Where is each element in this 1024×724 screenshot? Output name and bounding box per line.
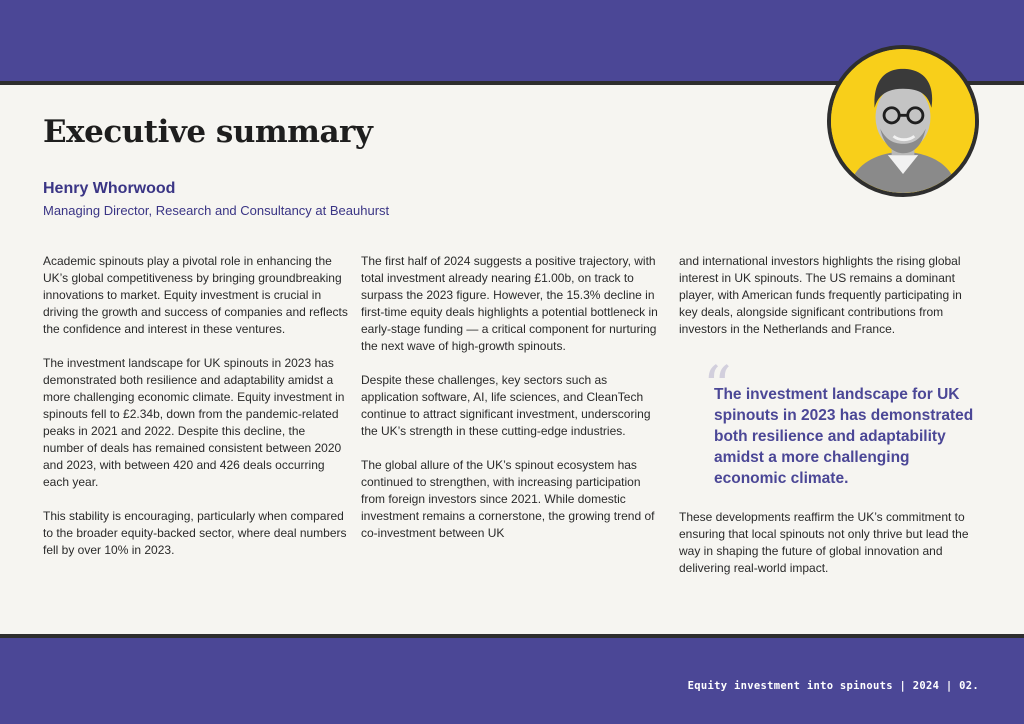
paragraph: Despite these challenges, key sectors such as application software, AI, life sciences, and CleanTech continue to attract significant investment, underscoring the UK’s strength in these cutting-edge industries. <box>361 373 651 438</box>
text-column-1 <box>43 253 349 576</box>
author-portrait <box>827 45 979 197</box>
text-column-2 <box>361 253 667 559</box>
footer-page-label: Equity investment into spinouts | 2024 | 02. <box>687 680 979 692</box>
paragraph: The global allure of the UK’s spinout ecosystem has continued to strengthen, with increasing participation from foreign investors since 2021. While domestic investment remains a cornerstone, the growing trend of co-investment between UK <box>361 458 655 540</box>
author-role: Managing Director, Research and Consultancy at Beauhurst <box>43 203 390 218</box>
paragraph: The investment landscape for UK spinouts in 2023 has demonstrated both resilience and adaptability amidst a more challenging economic climate. Equity investment in spinouts fell to £2.34b, down from the pandemic-related peaks in 2021 and 2022. Despite this decline, the number of deals has remained consistent between 2020 and 2023, with between 420 and 426 deals occurring each year. <box>43 356 345 489</box>
paragraph: and international investors highlights the rising global interest in UK spinouts. The US remains a dominant player, with American funds frequently participating in key deals, alongside significant contributions from investors in the Netherlands and France. <box>679 254 962 336</box>
person-photo-icon <box>831 49 975 193</box>
text-column-3 <box>679 253 979 355</box>
pull-quote-text: The investment landscape for UK spinouts in 2023 has demonstrated both resilience and adaptability amidst a more challenging economic climate. <box>714 386 974 487</box>
footer-band <box>0 634 1024 724</box>
text-column-3-closing <box>679 509 979 577</box>
author-name: Henry Whorwood <box>43 180 176 197</box>
quote-mark-icon: “ <box>703 355 732 420</box>
pull-quote <box>703 355 975 489</box>
paragraph: This stability is encouraging, particularly when compared to the broader equity-backed sector, where deal numbers fell by over 10% in 2023. <box>43 509 347 557</box>
paragraph: These developments reaffirm the UK’s commitment to ensuring that local spinouts not only thrive but lead the way in shaping the future of global innovation and delivering real-world impact. <box>679 510 969 575</box>
page-title: Executive summary <box>43 114 373 150</box>
paragraph: Academic spinouts play a pivotal role in enhancing the UK’s global competitiveness by bringing groundbreaking innovations to market. Equity investment is crucial in driving the growth and success of companies and reflects the confidence and interest in these ventures. <box>43 254 348 336</box>
paragraph: The first half of 2024 suggests a positive trajectory, with total investment already nearing £1.00b, on track to surpass the 2023 figure. However, the 15.3% decline in first-time equity deals highlights a potential bottleneck in early-stage funding — a critical component for nurturing the next wave of high-growth spinouts. <box>361 254 658 353</box>
